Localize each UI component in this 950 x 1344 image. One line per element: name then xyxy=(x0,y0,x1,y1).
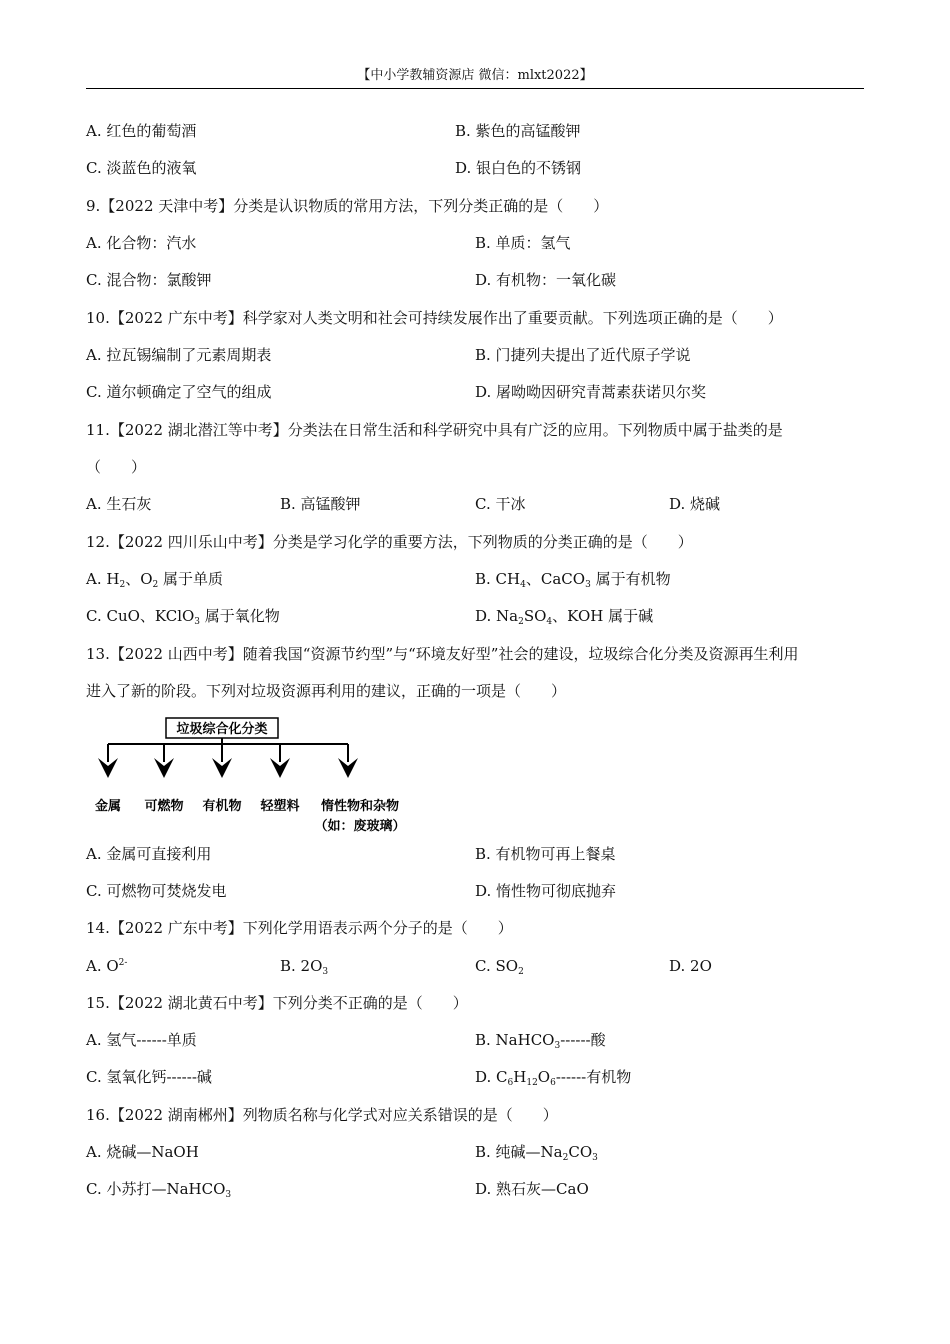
q15-stem: 15.【2022 湖北黄石中考】下列分类不正确的是（ ） xyxy=(86,994,468,1012)
q13-option-b: B. 有机物可再上餐桌 xyxy=(475,845,616,863)
q15-option-d: D. $C_6H_{12}O_6------$有机物 xyxy=(475,1068,632,1088)
q16-stem: 16.【2022 湖南郴州】列物质名称与化学式对应关系错误的是（ ） xyxy=(86,1106,558,1124)
diagram-combustibles: 可燃物 xyxy=(144,799,184,814)
q11-answer-paren: （ ） xyxy=(86,458,147,476)
q9-stem: 9.【2022 天津中考】分类是认识物质的常用方法，下列分类正确的是（ ） xyxy=(86,197,609,215)
q13-option-c: C. 可燃物可焚烧发电 xyxy=(86,882,227,900)
q14-option-b: B. $2O_3$ xyxy=(280,957,329,977)
q10-option-d: D. 屠呦呦因研究青蒿素获诺贝尔奖 xyxy=(475,383,707,401)
q11-option-b: B. 高锰酸钾 xyxy=(280,495,361,513)
diagram-root-label: 垃圾综合化分类 xyxy=(176,722,268,737)
q13-stem-line1: 13.【2022 山西中考】随着我国“资源节约型”与“环境友好型”社会的建设，垃圾综合化分类及资源再生利用 xyxy=(86,645,799,663)
q12-option-a: A. $H_2$、$O_2$ 属于单质 xyxy=(86,570,224,590)
diagram-organics: 有机物 xyxy=(202,799,242,814)
q10-option-a: A. 拉瓦锡编制了元素周期表 xyxy=(86,346,272,364)
diagram-metal: 金属 xyxy=(94,799,122,814)
q12-option-c: C. CuO、KClO$_3$ 属于氧化物 xyxy=(86,607,280,627)
q11-option-a: A. 生石灰 xyxy=(86,495,152,513)
q14-stem: 14.【2022 广东中考】下列化学用语表示两个分子的是（ ） xyxy=(86,919,513,937)
diagram-inert-note: （如：废玻璃） xyxy=(314,819,406,834)
q13-stem-line2: 进入了新的阶段。下列对垃圾资源再利用的建议，正确的一项是（ ） xyxy=(86,682,567,700)
diagram-inert-materials: 惰性物和杂物 xyxy=(320,799,400,814)
q16-option-d: D. 熟石灰—CaO xyxy=(475,1180,589,1198)
q10-option-b: B. 门捷列夫提出了近代原子学说 xyxy=(475,346,691,364)
page-header: 【中小学教辅资源店 微信：mlxt2022】 xyxy=(357,68,593,83)
q15-option-a: A. 氢气------单质 xyxy=(86,1031,197,1049)
q13-option-a: A. 金属可直接利用 xyxy=(86,845,212,863)
q11-stem: 11.【2022 湖北潜江等中考】分类法在日常生活和科学研究中具有广泛的应用。下列物质中属于盐类的是 xyxy=(86,421,783,439)
q12-option-b: B. $CH_4$、CaCO$_3$ 属于有机物 xyxy=(475,570,671,590)
q8-option-c: C. 淡蓝色的液氧 xyxy=(86,159,197,177)
q9-option-c: C. 混合物：氯酸钾 xyxy=(86,271,212,289)
q9-option-a: A. 化合物：汽水 xyxy=(86,234,197,252)
q8-option-a: A. 红色的葡萄酒 xyxy=(86,122,197,140)
q9-option-b: B. 单质：氢气 xyxy=(475,234,571,252)
q16-option-b: B. 纯碱$—Na_2CO_3$ xyxy=(475,1143,598,1163)
q10-stem: 10.【2022 广东中考】科学家对人类文明和社会可持续发展作出了重要贡献。下列选项正确的是（ ） xyxy=(86,309,783,327)
q12-stem: 12.【2022 四川乐山中考】分类是学习化学的重要方法，下列物质的分类正确的是（ ） xyxy=(86,533,693,551)
q16-option-a: A. 烧碱—NaOH xyxy=(86,1143,199,1161)
q11-option-c: C. 干冰 xyxy=(475,495,526,513)
waste-classification-diagram xyxy=(86,712,426,838)
q15-option-c: C. 氢氧化钙------碱 xyxy=(86,1068,212,1086)
q16-option-c: C. 小苏打—NaHCO$_3$ xyxy=(86,1180,232,1200)
q11-option-d: D. 烧碱 xyxy=(669,495,721,513)
diagram-light-plastics: 轻塑料 xyxy=(260,799,300,814)
header-rule xyxy=(86,88,864,89)
q14-option-c: C. $SO_2$ xyxy=(475,957,524,977)
q9-option-d: D. 有机物：一氧化碳 xyxy=(475,271,617,289)
q12-option-d: D. $Na_2SO_4$、KOH 属于碱 xyxy=(475,607,654,627)
q14-option-d: D. 2O xyxy=(669,957,712,975)
q15-option-b: B. NaHCO$_3$------酸 xyxy=(475,1031,606,1051)
q13-option-d: D. 惰性物可彻底抛弃 xyxy=(475,882,617,900)
q8-option-d: D. 银白色的不锈钢 xyxy=(455,159,582,177)
q8-option-b: B. 紫色的高锰酸钾 xyxy=(455,122,581,140)
q10-option-c: C. 道尔顿确定了空气的组成 xyxy=(86,383,272,401)
q14-option-a: A. $O^{2-}$ xyxy=(86,957,128,975)
